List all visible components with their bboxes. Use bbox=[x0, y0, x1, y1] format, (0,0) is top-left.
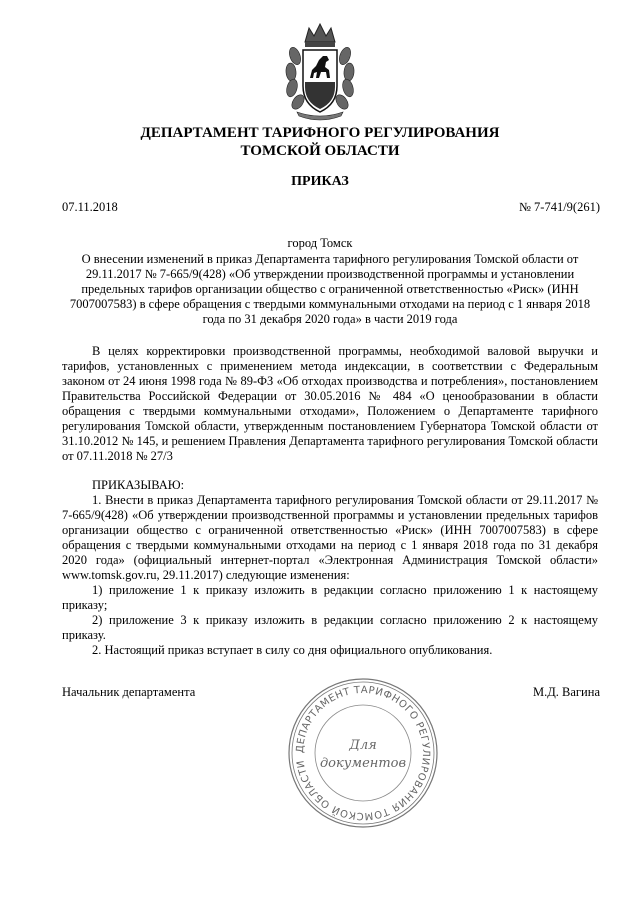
preamble-paragraph: В целях корректировки производственной программы, необходимой валовой выручки и тарифов, установленных с применением метода индексации, в соответствии с Федеральным законом от 24 июня 1998 года № 89-ФЗ «Об отходах производства и потребления», постановлением Правительства Российской Федерации от 30.05.2016 № 484 «О ценообразовании в области обращения с твердыми коммунальными отходами», Положением о Департаменте тарифного регулирования Томской области, утвержденным постановлением Губернатора Томской области от 31.10.2012 № 145, и решением Правления Департамента тарифного регулирования Томской области от 07.11.2018 № 27/3 bbox=[62, 344, 598, 463]
order-items bbox=[62, 493, 598, 658]
document-type-title: ПРИКАЗ bbox=[291, 174, 349, 189]
stamp-ring-text: ДЕПАРТАМЕНТ ТАРИФНОГО РЕГУЛИРОВАНИЯ ТОМСКОЙ ОБЛАСТИ bbox=[294, 684, 432, 822]
order-heading: ПРИКАЗЫВАЮ: bbox=[92, 478, 185, 492]
signatory-name: М.Д. Вагина bbox=[533, 685, 600, 699]
stamp-center-line1: Для bbox=[349, 738, 377, 753]
signatory-position: Начальник департамента bbox=[62, 685, 196, 699]
document-preamble bbox=[62, 344, 598, 464]
document-subject: О внесении изменений в приказ Департамента тарифного регулирования Томской области от 29.11.2017 № 7-665/9(428) «Об утверждении производственной программы и установлении предельных тарифов организации общество с ограниченной ответственностью «Риск» (ИНН 7007007583) в сфере обращения с твердыми коммунальными отходами на период с 1 января 2018 года по 31 декабря 2020 года» в части 2019 года bbox=[69, 252, 591, 326]
order-item-2: 2. Настоящий приказ вступает в силу со дня официального опубликования. bbox=[92, 643, 493, 657]
document-date: 07.11.2018 bbox=[62, 200, 118, 214]
order-subitem-2: 2) приложение 3 к приказу изложить в редакции согласно приложению 2 к настоящему приказу. bbox=[62, 613, 598, 642]
order-item-1: 1. Внести в приказ Департамента тарифного регулирования Томской области от 29.11.2017 № 7-665/9(428) «Об утверждении производственной программы и установлении предельных тарифов организации общество с ограниченной ответственностью «Риск» (ИНН 7007007583) в сфере обращения с твердыми коммунальными отходами на период с 1 января 2018 года по 31 декабря 2020 года» (официальный интернет-портал «Электронная Администрация Томской области» www.tomsk.gov.ru, 29.11.2017) следующие изменения: bbox=[62, 493, 598, 582]
document-number: № 7-741/9(261) bbox=[518, 200, 600, 214]
document-city: город Томск bbox=[287, 236, 353, 250]
organization-name-line1: ДЕПАРТАМЕНТ ТАРИФНОГО РЕГУЛИРОВАНИЯ bbox=[140, 125, 500, 141]
coat-of-arms-emblem bbox=[283, 20, 357, 122]
stamp-center-line2: документов bbox=[319, 756, 407, 771]
organization-name-line2: ТОМСКОЙ ОБЛАСТИ bbox=[240, 143, 400, 159]
order-subitem-1: 1) приложение 1 к приказу изложить в редакции согласно приложению 1 к настоящему приказу; bbox=[62, 583, 598, 612]
official-stamp bbox=[283, 673, 443, 833]
